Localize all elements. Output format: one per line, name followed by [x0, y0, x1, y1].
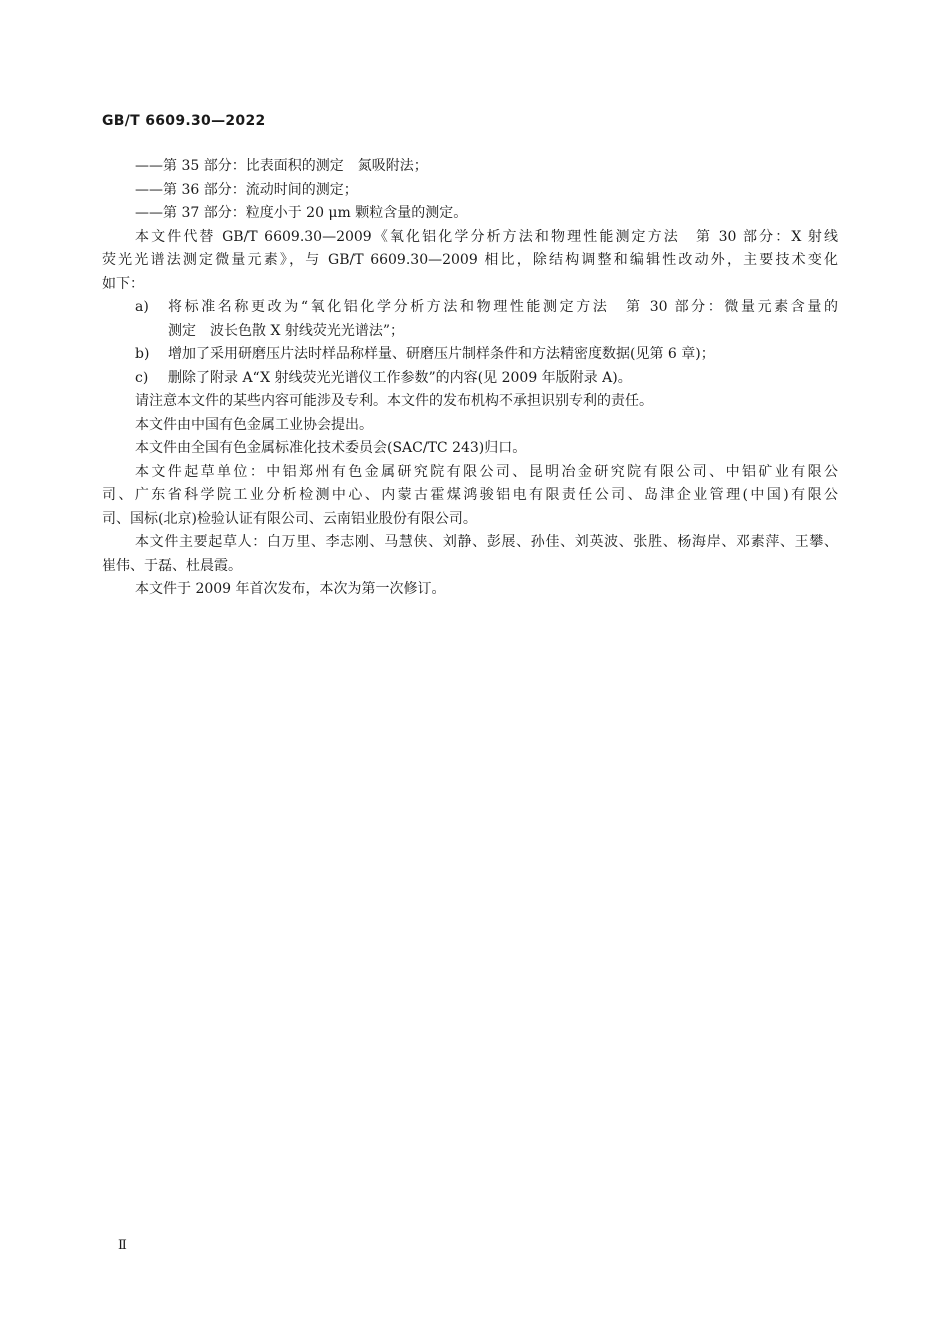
- list-marker: b): [135, 346, 150, 362]
- paragraph-line: 司、国标(北京)检验认证有限公司、云南铝业股份有限公司。: [102, 510, 477, 527]
- paragraph-line: 崔伟、于磊、杜晨霞。: [102, 557, 242, 574]
- change-item-c: [102, 367, 838, 391]
- standard-code-header: GB/T 6609.30—2022: [102, 113, 266, 129]
- replace-paragraph: [102, 226, 838, 297]
- dash-item: ——第 35 部分：比表面积的测定 氮吸附法；: [135, 158, 428, 174]
- list-text: 增加了采用研磨压片法时样品称样量、研磨压片制样条件和方法精密度数据(见第 6 章)；: [168, 346, 715, 362]
- change-list: [102, 296, 838, 390]
- paragraph-line: 本文件代替 GB/T 6609.30—2009《氧化铝化学分析方法和物理性能测定方法 第 30 部分：X 射线: [135, 228, 838, 245]
- list-marker: c): [135, 369, 149, 386]
- drafters: [102, 531, 838, 578]
- paragraph-line: 司、广东省科学院工业分析检测中心、内蒙古霍煤鸿骏铝电有限责任公司、岛津企业管理(中国)有限公: [102, 487, 838, 503]
- managed-by: 本文件由全国有色金属标准化技术委员会(SAC/TC 243)归口。: [135, 440, 527, 456]
- list-text: 删除了附录 A“X 射线荧光光谱仪工作参数”的内容(见 2009 年版附录 A)。: [168, 369, 632, 386]
- change-item-a: [102, 296, 838, 320]
- list-text: 将标准名称更改为“氧化铝化学分析方法和物理性能测定方法 第 30 部分：微量元素含量的: [168, 299, 838, 315]
- paragraph-line: 荧光光谱法测定微量元素》，与 GB/T 6609.30—2009 相比，除结构调整和编辑性改动外，主要技术变化: [102, 252, 838, 268]
- publication-history: 本文件于 2009 年首次发布，本次为第一次修订。: [135, 581, 446, 597]
- proposed-by: 本文件由中国有色金属工业协会提出。: [135, 416, 373, 433]
- paragraph-line: 本文件起草单位：中铝郑州有色金属研究院有限公司、昆明冶金研究院有限公司、中铝矿业有限公: [135, 463, 838, 480]
- paragraph-line: 如下：: [102, 275, 144, 292]
- drafting-units: [102, 461, 838, 532]
- patent-note: 请注意本文件的某些内容可能涉及专利。本文件的发布机构不承担识别专利的责任。: [135, 393, 653, 409]
- list-text-continuation: 测定 波长色散 X 射线荧光光谱法”；: [168, 322, 405, 339]
- list-marker: a): [135, 299, 149, 315]
- page-number: Ⅱ: [118, 1238, 127, 1253]
- change-item-b: [102, 343, 838, 367]
- foreword-body: [102, 155, 838, 602]
- dash-item: ——第 37 部分：粒度小于 20 μm 颗粒含量的测定。: [135, 205, 468, 221]
- dash-item: ——第 36 部分：流动时间的测定；: [135, 181, 358, 198]
- paragraph-line: 本文件主要起草人：白万里、李志刚、马慧侠、刘静、彭展、孙佳、刘英波、张胜、杨海岸、邓素萍、王攀、: [135, 534, 838, 550]
